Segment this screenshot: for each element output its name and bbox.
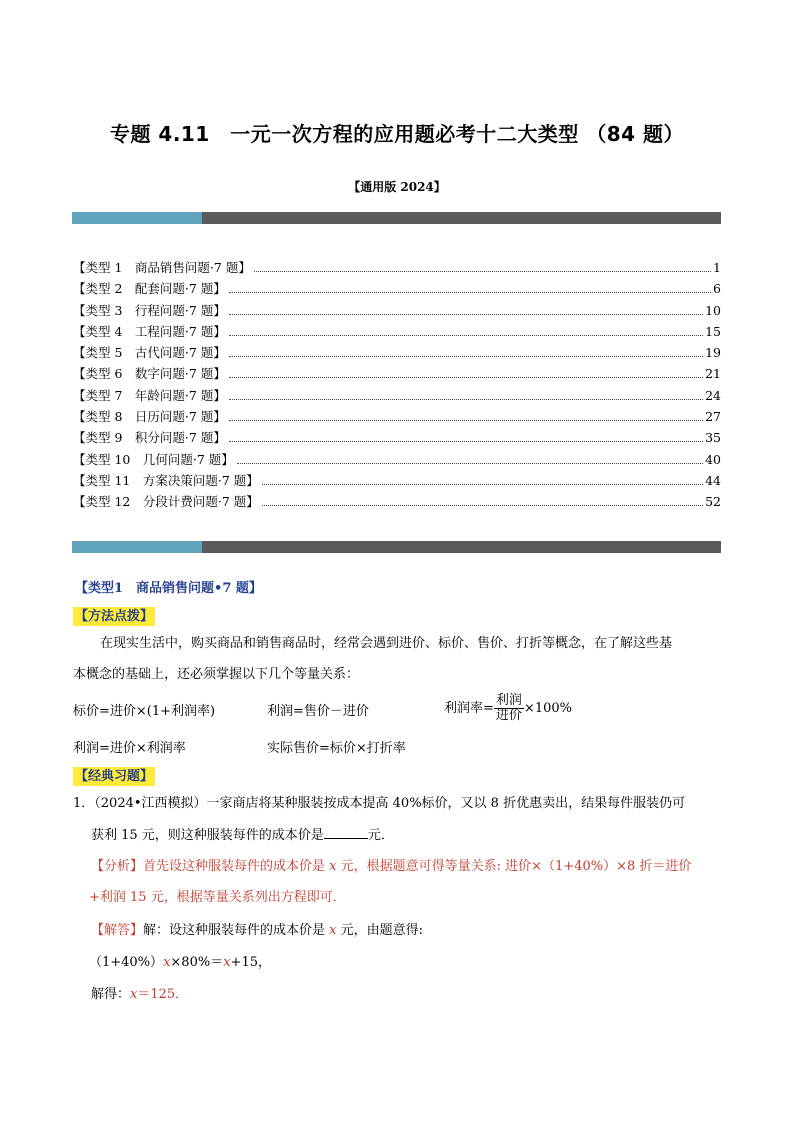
toc-item-label: 【类型 11 方案决策问题·7 题】	[73, 472, 259, 488]
toc-item[interactable]	[73, 386, 721, 407]
toc-page-number: 19	[705, 345, 721, 361]
formula-profit: 利润=售价－进价	[267, 704, 369, 719]
toc-item[interactable]	[73, 279, 721, 300]
table-of-contents	[73, 258, 721, 514]
toc-leader-dots	[237, 463, 703, 464]
example-tag: 【经典习题】	[75, 769, 154, 784]
section-heading: 【类型1 商品销售问题•7 题】	[75, 581, 262, 596]
toc-page-number: 6	[713, 281, 721, 297]
toc-item-label: 【类型 2 配套问题·7 题】	[73, 281, 226, 297]
divider-bar-middle	[72, 541, 721, 553]
toc-page-number: 21	[705, 366, 721, 382]
toc-leader-dots	[229, 377, 703, 378]
toc-page-number: 24	[705, 387, 721, 403]
toc-item[interactable]	[73, 407, 721, 428]
method-tag: 【方法点拨】	[75, 609, 154, 624]
toc-item[interactable]	[73, 428, 721, 449]
toc-page-number: 40	[705, 451, 721, 467]
toc-item-label: 【类型 12 分段计费问题·7 题】	[73, 494, 259, 510]
formula-markup-price: 标价=进价×(1+利润率)	[73, 704, 216, 719]
answer-blank	[324, 826, 368, 839]
toc-leader-dots	[229, 356, 703, 357]
toc-item[interactable]	[73, 450, 721, 471]
formula-actual-price: 实际售价=标价×打折率	[267, 741, 406, 756]
formula-profit-rate: 利润率= $\frac{\text{利润}}{\text{进价}}$ ×100%	[444, 693, 572, 723]
divider-bar-top	[72, 212, 721, 224]
toc-item-label: 【类型 10 几何问题·7 题】	[73, 451, 234, 467]
toc-item-label: 【类型 1 商品销售问题·7 题】	[73, 260, 251, 275]
toc-leader-dots	[229, 399, 703, 400]
toc-leader-dots	[229, 335, 703, 336]
solution-line: 解得：x＝125．	[91, 987, 189, 1002]
toc-page-number: 52	[705, 494, 721, 510]
toc-page-number: 10	[705, 302, 721, 318]
toc-leader-dots	[262, 484, 703, 485]
toc-item-label: 【类型 6 数字问题·7 题】	[73, 366, 226, 382]
toc-item-label: 【类型 9 积分问题·7 题】	[73, 430, 226, 446]
toc-item[interactable]	[73, 364, 721, 385]
toc-leader-dots	[229, 420, 703, 421]
toc-page-number: 44	[705, 472, 721, 488]
toc-page-number: 1	[713, 260, 721, 275]
toc-item[interactable]	[73, 322, 721, 343]
toc-page-number: 35	[705, 430, 721, 446]
question-1-line1: 1．（2024•江西模拟）一家商店将某种服装按成本提高 40%标价，又以 8 折优惠卖出，结果每件服装仍可	[73, 796, 686, 811]
method-text-line1: 在现实生活中，购买商品和销售商品时，经常会遇到进价、标价、售价、打折等概念，在了解这些基	[100, 636, 673, 651]
page-title: 专题 4.11 一元一次方程的应用题必考十二大类型 （84 题）	[109, 122, 685, 146]
toc-item[interactable]	[73, 258, 721, 279]
toc-page-number: 15	[705, 323, 721, 339]
toc-leader-dots	[229, 441, 703, 442]
toc-item-label: 【类型 3 行程问题·7 题】	[73, 302, 226, 318]
toc-item-label: 【类型 7 年龄问题·7 题】	[73, 387, 226, 403]
toc-leader-dots	[229, 314, 703, 315]
page-subtitle: 【通用版 2024】	[348, 180, 446, 194]
toc-leader-dots	[229, 292, 711, 293]
method-text-line2: 本概念的基础上，还必须掌握以下几个等量关系：	[73, 667, 360, 682]
formula-profit-by-rate: 利润=进价×利润率	[73, 741, 186, 756]
toc-leader-dots	[254, 271, 711, 272]
equation-line: （1+40%）x×80%＝x+15，	[89, 955, 271, 970]
toc-item[interactable]	[73, 301, 721, 322]
question-1-line2: 获利 15 元，则这种服装每件的成本价是 元．	[91, 828, 394, 843]
toc-leader-dots	[262, 505, 703, 506]
toc-item[interactable]	[73, 492, 721, 513]
toc-item[interactable]	[73, 471, 721, 492]
analysis-line2: +利润 15 元，根据等量关系列出方程即可．	[89, 890, 346, 905]
toc-item-label: 【类型 4 工程问题·7 题】	[73, 323, 226, 339]
toc-item[interactable]	[73, 343, 721, 364]
toc-item-label: 【类型 8 日历问题·7 题】	[73, 409, 226, 425]
toc-item-label: 【类型 5 古代问题·7 题】	[73, 345, 226, 361]
analysis-line1: 【分析】首先设这种服装每件的成本价是 x 元，根据题意可得等量关系: 进价×（1+40%）×8 折＝进价	[91, 859, 692, 874]
toc-page-number: 27	[705, 409, 721, 425]
answer-line1: 【解答】解：设这种服装每件的成本价是 x 元，由题意得:	[91, 923, 424, 938]
